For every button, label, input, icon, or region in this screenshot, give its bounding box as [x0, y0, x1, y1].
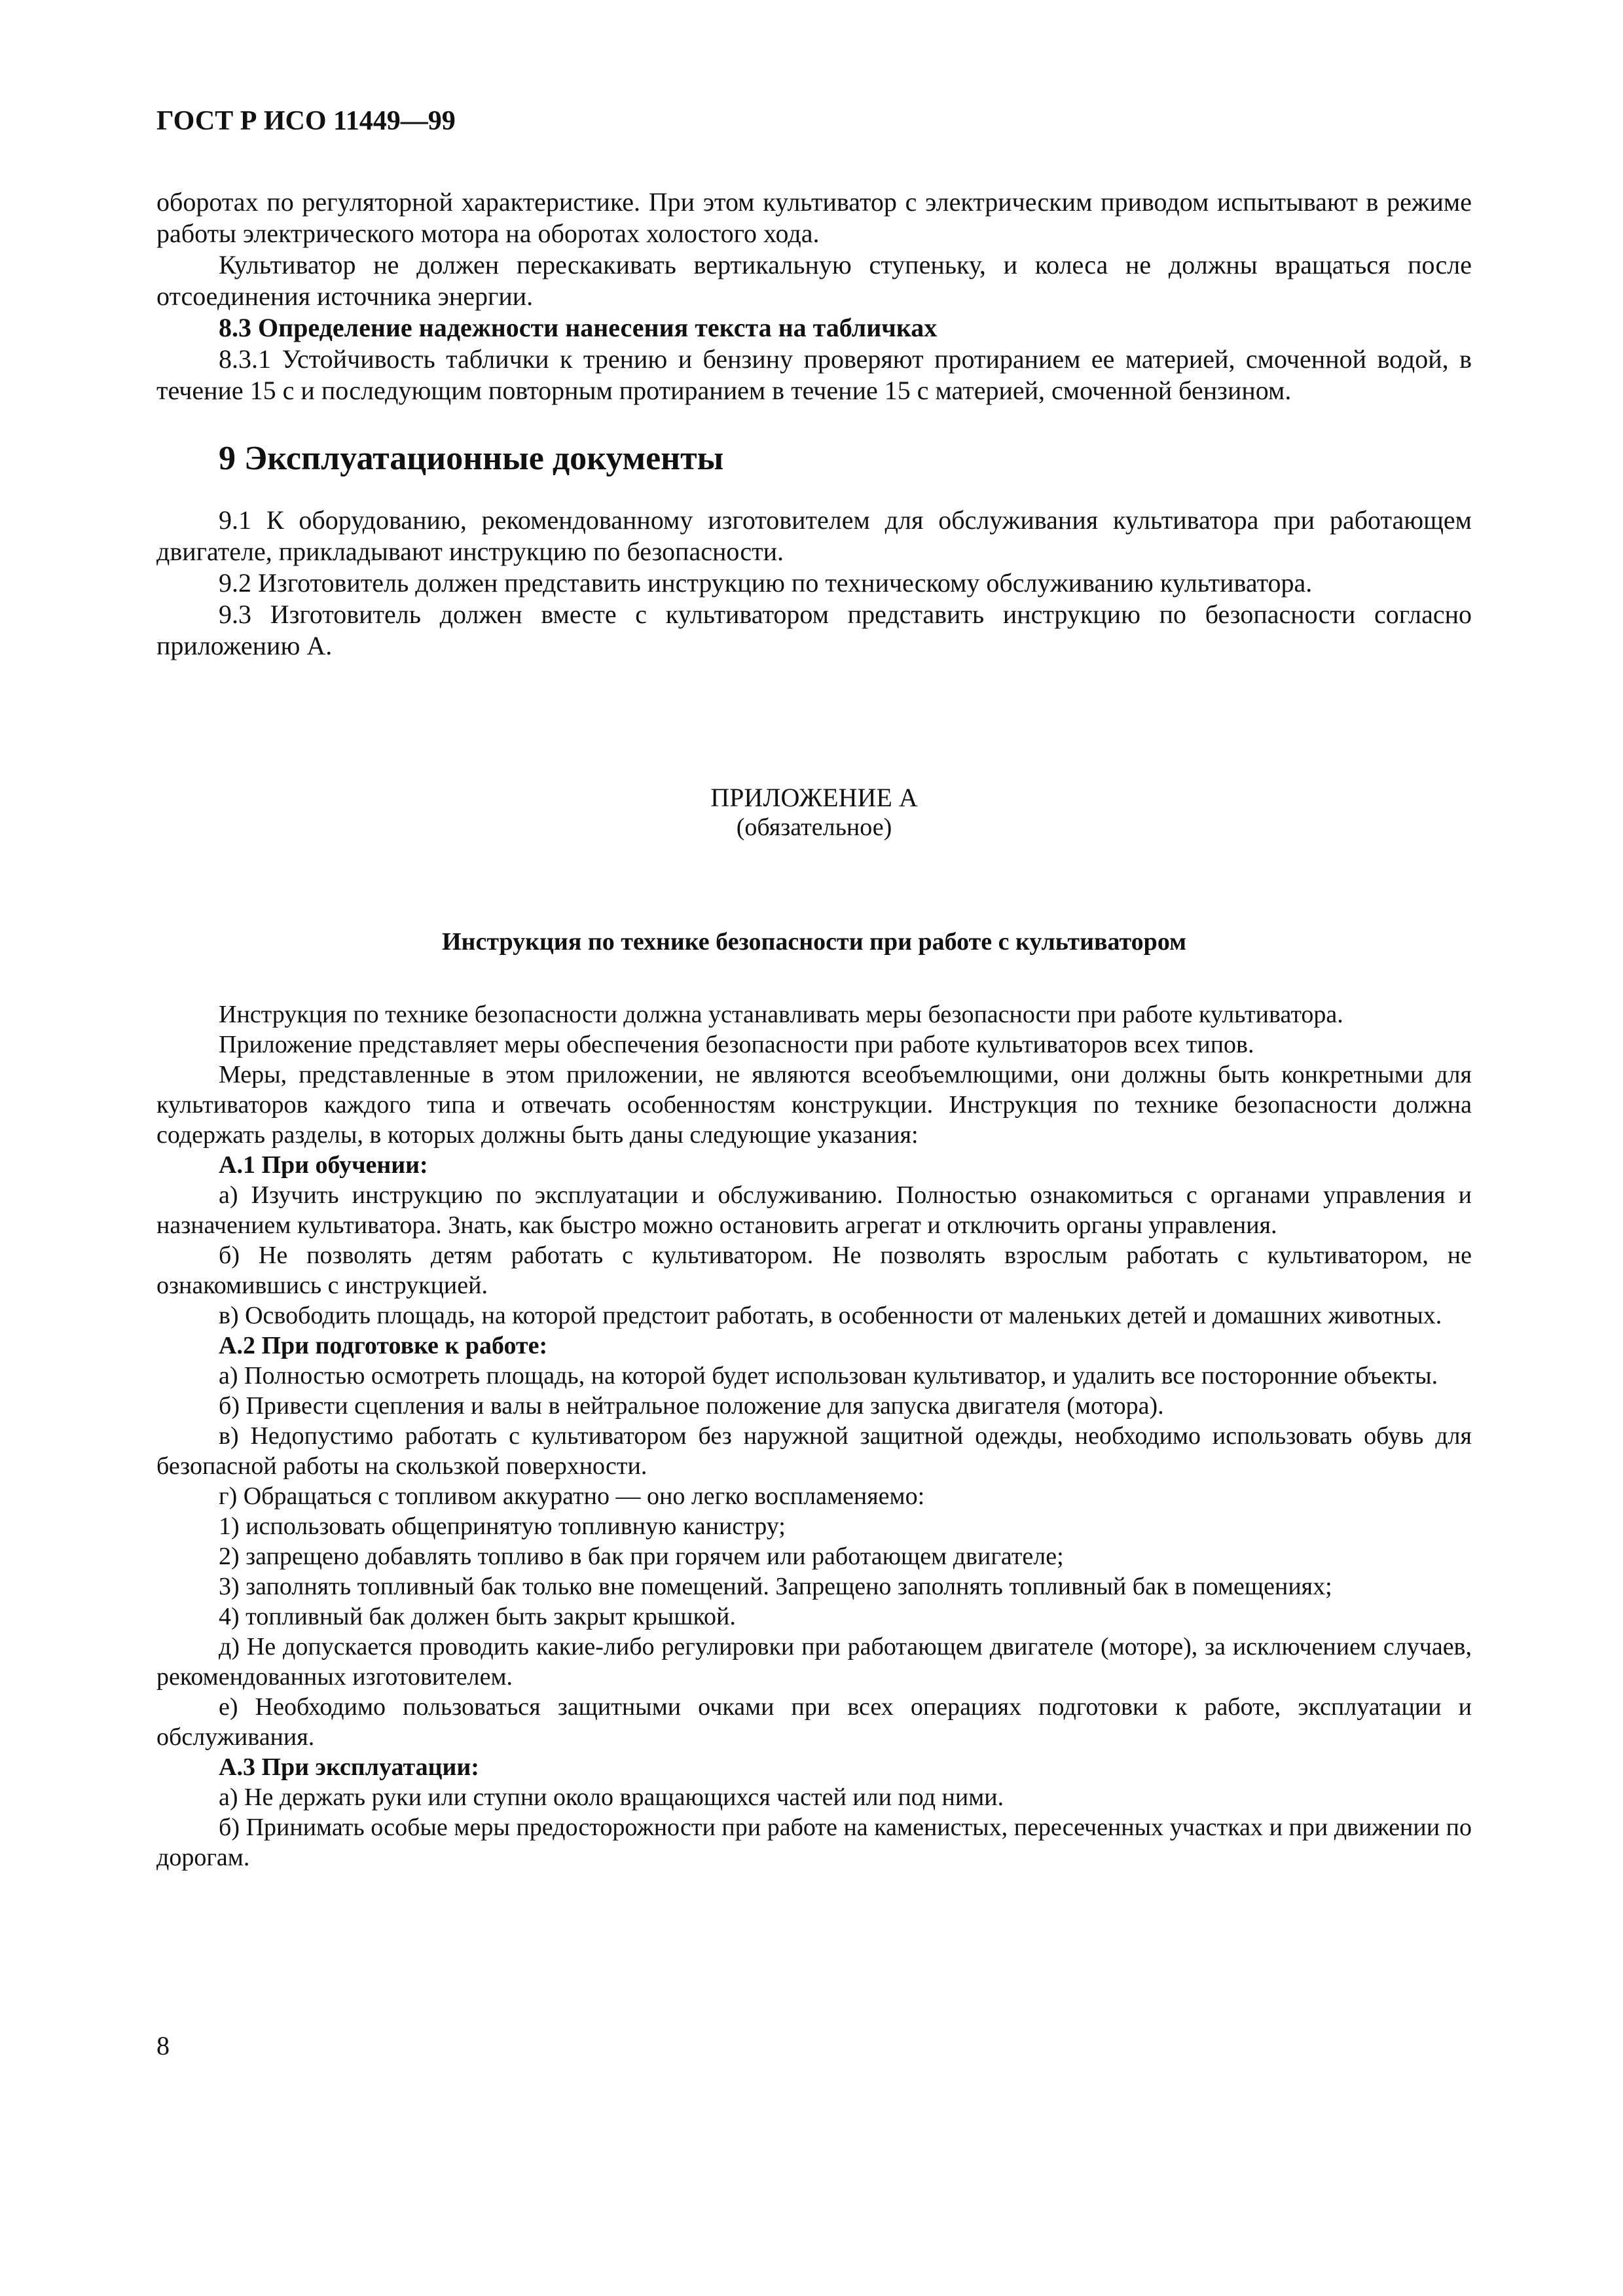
appendix-subtitle: (обязательное) — [736, 814, 892, 841]
paragraph: оборотах по регуляторной характеристике. При этом культиватор с электрическим приводом испытывают в режиме работы электрического мотора на оборотах холостого хода. — [156, 187, 1472, 248]
list-item: г) Обращаться с топливом аккуратно — оно легко воспламеняемо: — [219, 1482, 925, 1510]
list-item: б) Не позволять детям работать с культиватором. Не позволять взрослым работать с культиватором, не ознакомившись с инструкцией. — [156, 1242, 1472, 1299]
appendix-body — [156, 999, 1472, 1873]
top-section — [156, 187, 1472, 406]
list-item: 1) использовать общепринятую топливную канистру; — [219, 1513, 786, 1540]
section-9-body — [156, 505, 1472, 662]
clause-heading: А.2 При подготовке к работе: — [219, 1332, 548, 1359]
list-item: 3) заполнять топливный бак только вне помещений. Запрещено заполнять топливный бак в помещениях; — [219, 1573, 1332, 1600]
list-item: 4) топливный бак должен быть закрыт крышкой. — [219, 1603, 736, 1630]
paragraph: 9.1 К оборудованию, рекомендованному изготовителем для обслуживания культиватора при работающем двигателе, прикладывают инструкцию по безопасности. — [156, 505, 1472, 566]
list-item: 2) запрещено добавлять топливо в бак при горячем или работающем двигателе; — [219, 1543, 1064, 1570]
paragraph: 9.3 Изготовитель должен вместе с культиватором представить инструкцию по безопасности согласно приложению А. — [156, 600, 1472, 660]
appendix-title: ПРИЛОЖЕНИЕ А — [710, 783, 918, 812]
paragraph: 9.2 Изготовитель должен представить инструкцию по техническому обслуживанию культиватора. — [219, 568, 1313, 598]
list-item: а) Не держать руки или ступни около вращающихся частей или под ними. — [219, 1784, 1004, 1811]
list-item: в) Освободить площадь, на которой предстоит работать, в особенности от маленьких детей и домашних животных. — [219, 1302, 1442, 1329]
subsection-heading: 8.3 Определение надежности нанесения текста на табличках — [219, 313, 938, 342]
clause-heading: А.3 При эксплуатации: — [219, 1753, 479, 1781]
list-item: б) Принимать особые меры предосторожности при работе на каменистых, пересеченных участках и при движении по дорогам. — [156, 1814, 1472, 1871]
page-number: 8 — [156, 2031, 170, 2060]
list-item: в) Недопустимо работать с культиватором без наружной защитной одежды, необходимо использовать обувь для безопасной работы на скользкой поверхности. — [156, 1422, 1472, 1480]
paragraph: 8.3.1 Устойчивость таблички к трению и бензину проверяют протиранием ее материей, смоченной водой, в течение 15 с и последующим повторным протиранием в течение 15 с материей, смоченной бензином. — [156, 344, 1472, 405]
clause-heading: А.1 При обучении: — [219, 1151, 428, 1179]
instruction-title: Инструкция по технике безопасности при работе с культиватором — [442, 928, 1186, 956]
document-header: ГОСТ Р ИСО 11449—99 — [156, 106, 456, 136]
paragraph: Меры, представленные в этом приложении, не являются всеобъемлющими, они должны быть конкретными для культиваторов каждого типа и отвечать особенностям конструкции. Инструкция по технике безопасности должна содержать разделы, в которых должны быть даны следующие указания: — [156, 1061, 1472, 1149]
list-item: д) Не допускается проводить какие-либо регулировки при работающем двигателе (моторе), за исключением случаев, рекомендованных изготовителем. — [156, 1633, 1472, 1691]
list-item: е) Необходимо пользоваться защитными очками при всех операциях подготовки к работе, эксплуатации и обслуживания. — [156, 1693, 1472, 1751]
list-item: а) Полностью осмотреть площадь, на которой будет использован культиватор, и удалить все посторонние объекты. — [219, 1362, 1438, 1390]
list-item: б) Привести сцепления и валы в нейтральное положение для запуска двигателя (мотора). — [219, 1392, 1164, 1420]
paragraph: Инструкция по технике безопасности должна устанавливать меры безопасности при работе культиватора. — [219, 1001, 1343, 1028]
list-item: а) Изучить инструкцию по эксплуатации и обслуживанию. Полностью ознакомиться с органами управления и назначением культиватора. Знать, как быстро можно остановить агрегат и отключить органы управления. — [156, 1181, 1472, 1239]
paragraph: Приложение представляет меры обеспечения безопасности при работе культиваторов всех типов. — [219, 1031, 1254, 1058]
paragraph: Культиватор не должен перескакивать вертикальную ступеньку, и колеса не должны вращаться после отсоединения источника энергии. — [156, 250, 1472, 311]
section-heading: 9 Эксплуатационные документы — [219, 440, 724, 477]
